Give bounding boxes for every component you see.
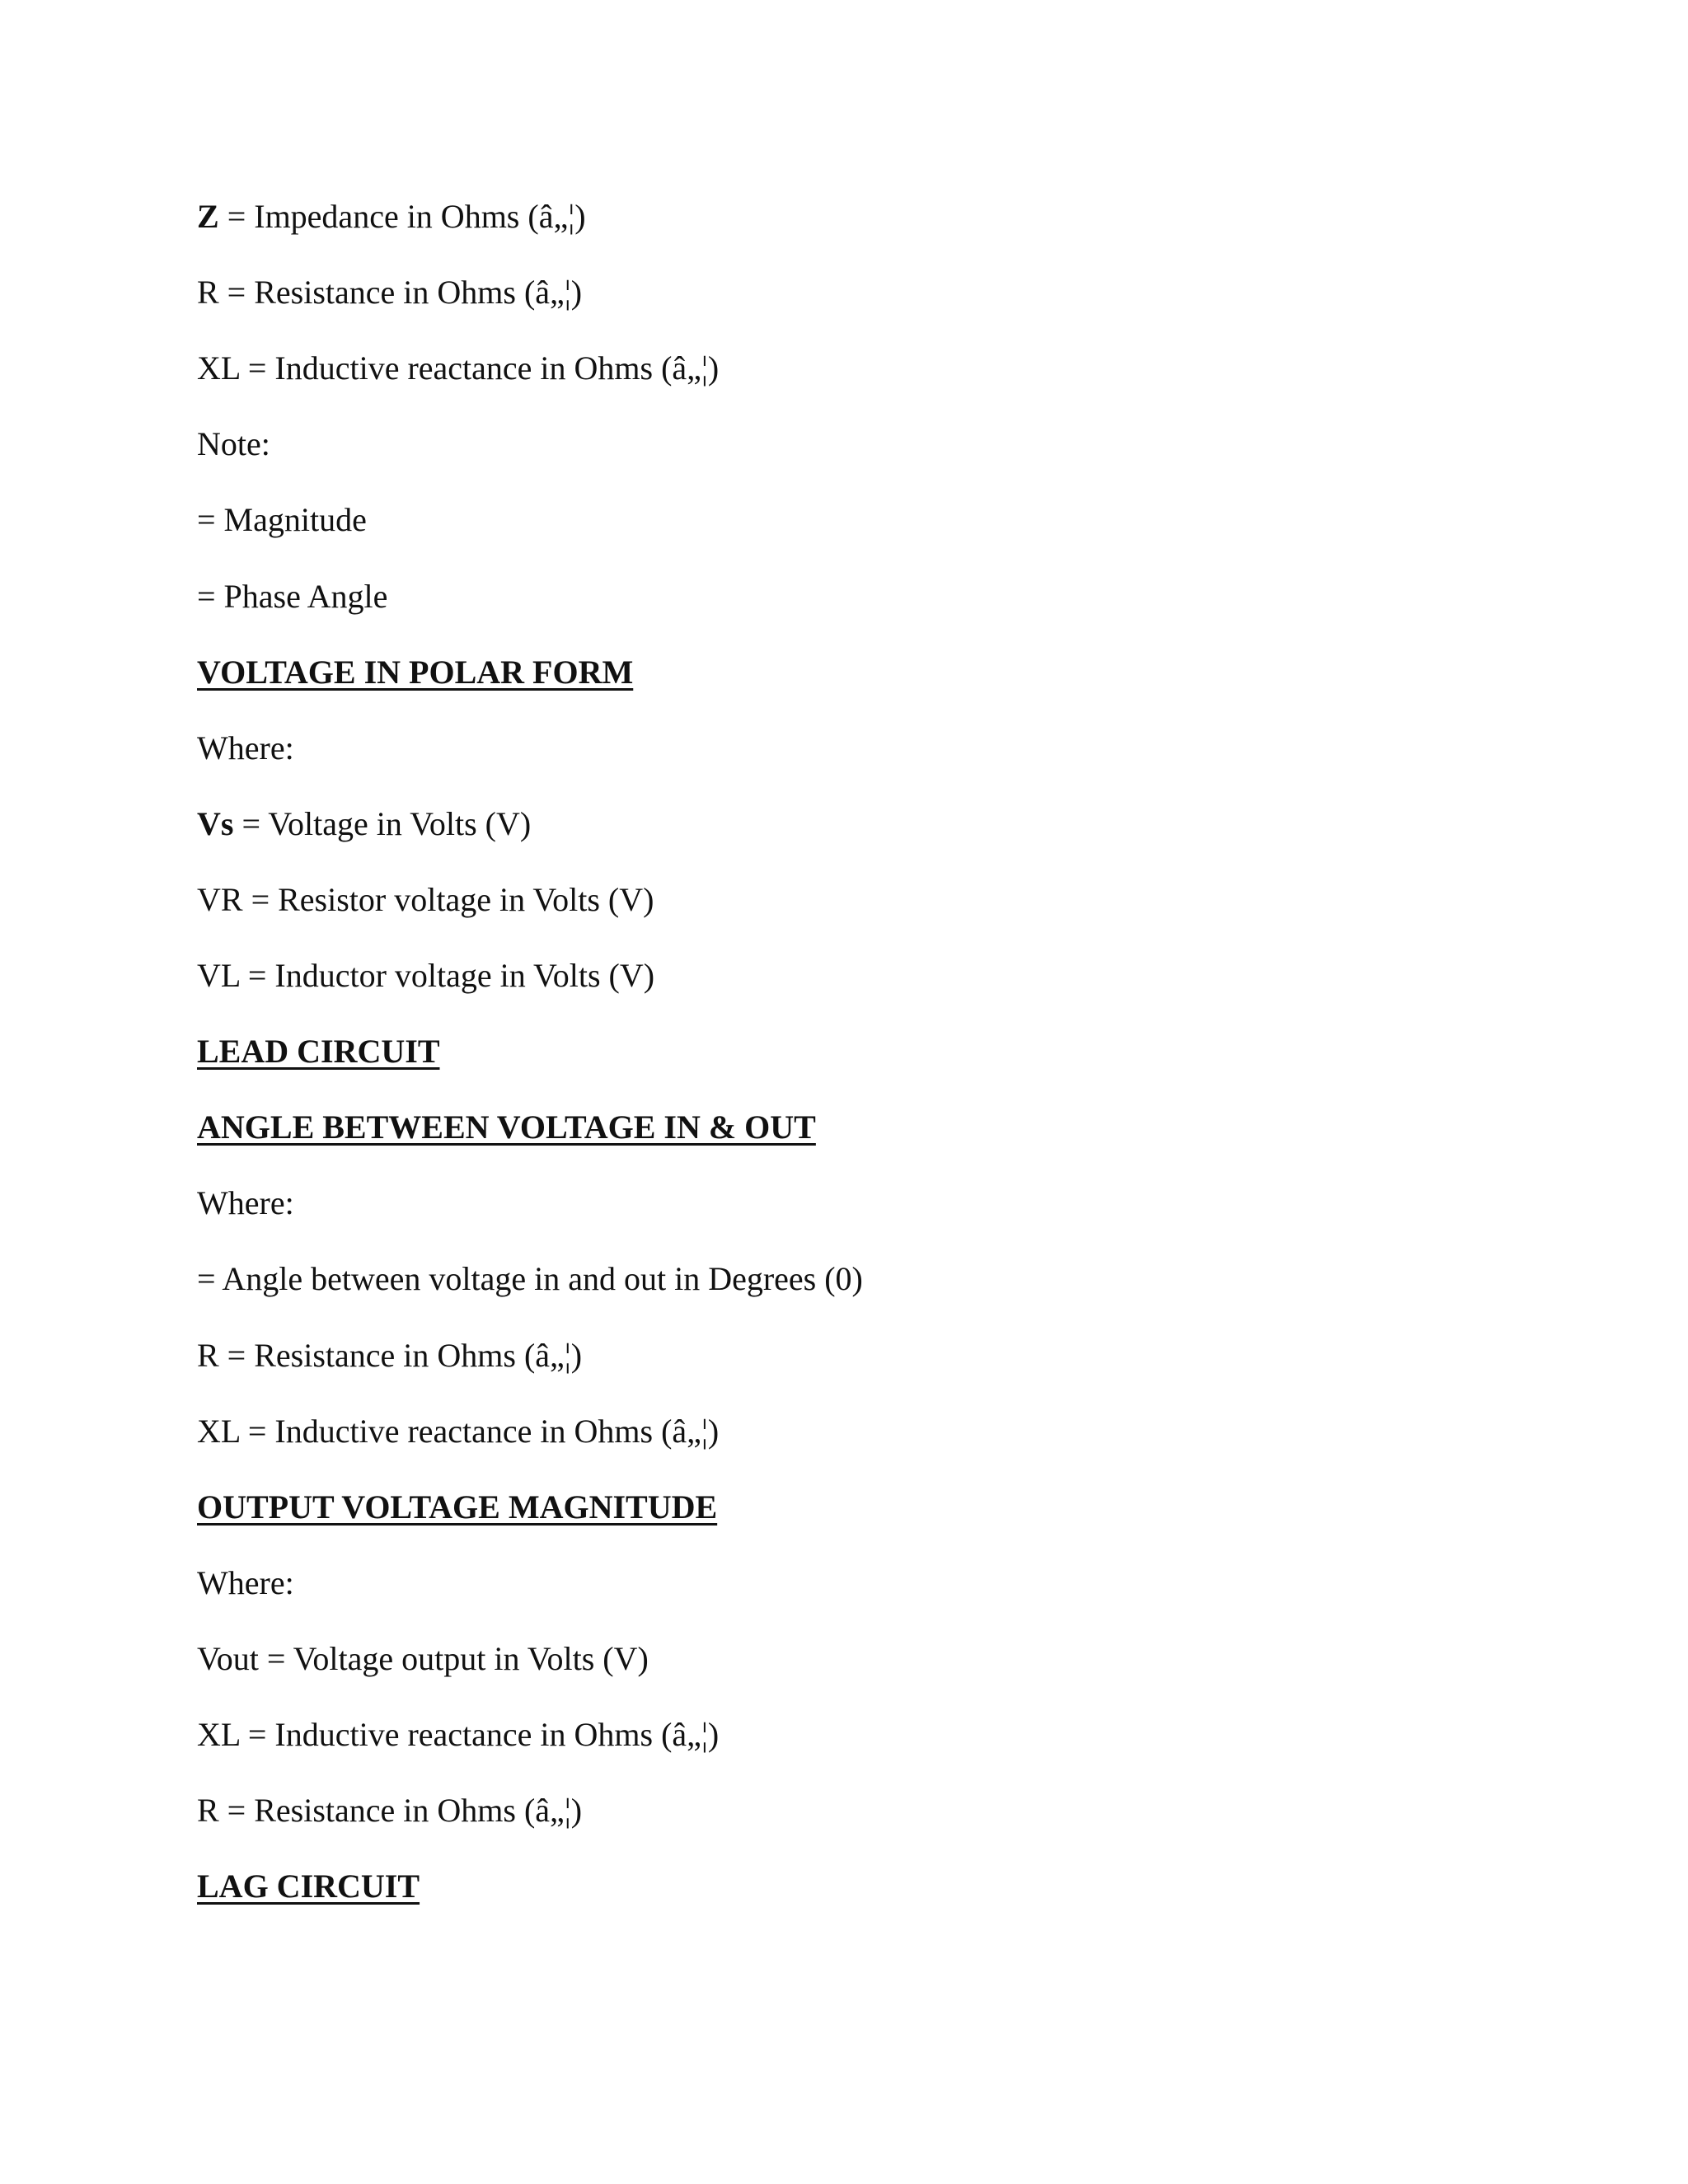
section-heading-angle-between-voltage: ANGLE BETWEEN VOLTAGE IN & OUT (197, 1108, 816, 1146)
definition-resistance: R = Resistance in Ohms (â„¦) (197, 274, 583, 311)
definition-inductive-reactance: XL = Inductive reactance in Ohms (â„¦) (197, 1716, 720, 1753)
definition-text: = Impedance in Ohms (â„¦) (218, 198, 586, 235)
definition-text: = Voltage in Volts (V) (233, 805, 532, 842)
definition-output-voltage: Vout = Voltage output in Volts (V) (197, 1640, 649, 1677)
definition-resistor-voltage: VR = Resistor voltage in Volts (V) (197, 881, 654, 918)
definition-angle: = Angle between voltage in and out in Degrees (0) (197, 1260, 863, 1297)
definition-inductive-reactance: XL = Inductive reactance in Ohms (â„¦) (197, 1413, 720, 1450)
note-label: Note: (197, 425, 270, 462)
definition-inductive-reactance: XL = Inductive reactance in Ohms (â„¦) (197, 349, 720, 387)
note-phase-angle: = Phase Angle (197, 578, 388, 615)
note-magnitude: = Magnitude (197, 501, 367, 538)
section-heading-lead-circuit: LEAD CIRCUIT (197, 1033, 440, 1070)
definition-impedance (197, 196, 586, 237)
section-heading-output-voltage-magnitude: OUTPUT VOLTAGE MAGNITUDE (197, 1488, 718, 1526)
symbol: Z (197, 198, 219, 235)
definition-inductor-voltage: VL = Inductor voltage in Volts (V) (197, 957, 655, 994)
where-label: Where: (197, 1184, 294, 1221)
definition-resistance: R = Resistance in Ohms (â„¦) (197, 1337, 583, 1374)
section-heading-lag-circuit: LAG CIRCUIT (197, 1868, 420, 1905)
symbol: Vs (197, 805, 234, 842)
where-label: Where: (197, 729, 294, 766)
where-label: Where: (197, 1564, 294, 1601)
definition-source-voltage (197, 804, 531, 845)
section-heading-voltage-polar-form: VOLTAGE IN POLAR FORM (197, 654, 634, 691)
definition-resistance: R = Resistance in Ohms (â„¦) (197, 1792, 583, 1829)
